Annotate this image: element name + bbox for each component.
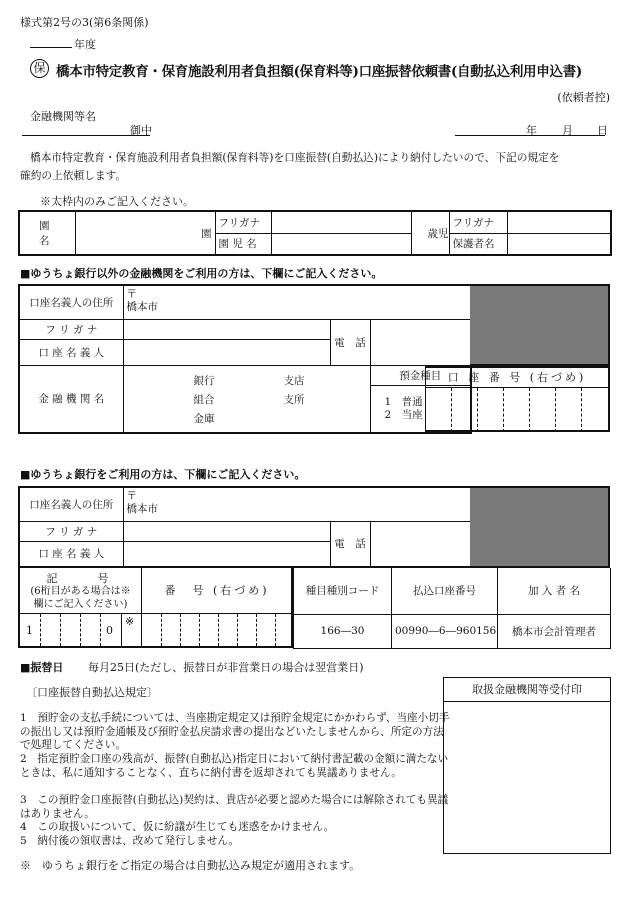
yucho-holder-table (18, 486, 472, 568)
ob-phone-field[interactable] (370, 319, 471, 365)
other-bank-heading: ■ゆうちょ銀行以外の金融機関をご利用の方は、下欄にご記入ください。 (20, 267, 383, 280)
ob-branch-types: 支店 支所 (283, 374, 305, 406)
ob-deposit-type-label: 預金種目 (371, 366, 471, 386)
yu-kigou-label: 記 号 (46, 572, 115, 585)
age-suffix: 歳児 (427, 227, 449, 240)
ob-furigana-label: フ リ ガ ナ (19, 319, 123, 339)
digit-sep (40, 614, 41, 646)
yu-bangou-digits[interactable] (142, 614, 292, 646)
yu-phone-label: 電 話 (330, 521, 370, 567)
yu-phone-field[interactable] (370, 521, 471, 567)
child-info-table (18, 210, 612, 256)
ob-account-digits[interactable] (426, 388, 608, 432)
ob-postal-mark: 〒 (126, 288, 137, 300)
ob-address-label: 口座名義人の住所 (19, 285, 123, 319)
guardian-name-field[interactable] (507, 233, 611, 255)
yu-kigou-header (20, 568, 142, 614)
guardian-furigana-label: フリガナ (449, 211, 507, 233)
rule-item-3: 3 この預貯金口座振替(自動払込)契約は、貴店が必要と認めた場合には解除されても異議はありません。 (20, 794, 449, 820)
yu-gray-box (470, 486, 610, 568)
digit-sep (503, 388, 504, 432)
ho-mark: 保 (30, 59, 49, 78)
child-furigana-label: フリガナ (215, 211, 271, 233)
page-title: 橋本市特定教育・保育施設利用者負担額(保育料等)口座振替依頼書(自動払込利用申込書) (56, 64, 582, 80)
yu-type-code: 166―30 (294, 614, 392, 648)
fiscal-year-label: 年度 (74, 38, 96, 51)
school-suffix: 園 (201, 227, 212, 240)
copy-label: (依頼者控) (557, 91, 610, 104)
ob-city: 橋本市 (126, 301, 158, 313)
digit-sep (80, 614, 81, 646)
ob-furigana-field[interactable] (123, 319, 330, 339)
digit-sep (218, 614, 219, 646)
bold-frame-note: ※太枠内のみご記入ください。 (40, 195, 194, 208)
guardian-furigana-field[interactable] (507, 211, 611, 233)
stamp-box-label: 取扱金融機関等受付印 (444, 678, 610, 702)
yu-type-code-label: 種目種別コード (294, 568, 392, 614)
child-name-label: 園 児 名 (215, 233, 271, 255)
school-name-label: 園 名 (19, 211, 75, 255)
yu-pay-account: 00990―6―960156 (392, 614, 498, 648)
digit-sep (581, 388, 582, 432)
yu-kigou-note-1: (6桁目がある場合は※ (30, 586, 131, 597)
transfer-date-label: ■振替日 (20, 661, 64, 674)
yu-kigou-last: 0 (106, 624, 113, 637)
rule-item-1: 1 預貯金の支払手続については、当座勘定規定又は預貯金規定にかかわらず、当座小切手の振出し又は預貯金通帳及び預貯金払戻請求書の提出などいたしませんから、所定の方法で処理してください。 (20, 712, 450, 752)
yu-pay-account-label: 払込口座番号 (392, 568, 498, 614)
form-number: 様式第2号の3(第6条関係) (20, 16, 149, 29)
ob-bank-types: 銀行 組合 金庫 (193, 374, 215, 425)
yu-postal-mark: 〒 (126, 490, 137, 502)
yu-furigana-label: フ リ ガ ナ (19, 521, 123, 541)
digit-sep (100, 614, 101, 646)
ob-account-number-label: 口 座 番 号 (右づめ) (426, 368, 608, 388)
yu-address-label: 口座名義人の住所 (19, 487, 123, 521)
yu-kigou-first: 1 (26, 624, 33, 637)
yu-furigana-field[interactable] (123, 521, 330, 541)
date-year: 年 (526, 124, 537, 137)
yu-holder-label: 口 座 名 義 人 (19, 541, 123, 567)
child-furigana-field[interactable] (271, 211, 411, 233)
intro-line-1: 橋本市特定教育・保育施設利用者負担額(保育料等)を口座振替(自動払込)により納付したいので、下記の規定を (30, 151, 560, 164)
digit-sep (256, 614, 257, 646)
ob-deposit-options: 1 普通 2 当座 (384, 395, 423, 421)
intro-line-2: 確約の上依頼します。 (20, 169, 127, 182)
ob-institution-field[interactable] (123, 365, 370, 433)
digit-sep (121, 614, 122, 646)
age-field[interactable] (411, 211, 449, 255)
digit-sep (555, 388, 556, 432)
yucho-heading: ■ゆうちょ銀行をご利用の方は、下欄にご記入ください。 (20, 468, 306, 481)
ob-account-box[interactable] (425, 366, 610, 432)
digit-sep (60, 614, 61, 646)
rules-title: 〔口座振替自動払込規定〕 (26, 686, 158, 699)
yu-kigou-note-2: 欄にご記入ください) (33, 599, 128, 610)
onchu-label: 御中 (130, 124, 152, 137)
digit-sep (529, 388, 530, 432)
yu-kigou-digits[interactable] (20, 614, 142, 646)
fiscal-year-line (30, 47, 72, 48)
child-name-field[interactable] (271, 233, 411, 255)
yu-city: 橋本市 (126, 503, 158, 515)
digit-sep (451, 388, 452, 432)
digit-sep (199, 614, 200, 646)
yu-member: 橋本市会計管理者 (498, 614, 611, 648)
yu-address-field[interactable] (123, 487, 471, 521)
digit-sep (161, 614, 162, 646)
rules-footnote: ※ ゆうちょ銀行をご指定の場合は自動払込み規定が適用されます。 (20, 859, 361, 872)
stamp-box (443, 677, 611, 854)
other-bank-table (18, 284, 472, 434)
ob-holder-label: 口 座 名 義 人 (19, 339, 123, 365)
yu-asterisk: ※ (125, 615, 135, 628)
yu-bangou-label: 番 号 (右づめ) (142, 568, 292, 614)
bank-name-label: 金融機関等名 (30, 110, 96, 123)
digit-sep (477, 388, 478, 432)
rule-item-5: 5 納付後の領収書は、改めて発行しません。 (20, 835, 240, 847)
ob-institution-label: 金 融 機 関 名 (19, 365, 123, 433)
digit-sep (237, 614, 238, 646)
transfer-date-text: 毎月25日(ただし、振替日が非営業日の場合は翌営業日) (88, 661, 364, 674)
rule-item-2: 2 指定預貯金口座の残高が、振替(自動払込)指定日において納付書記載の金額に満たないときは、私に通知することなく、直ちに納付書を返却されても異議ありません。 (20, 753, 449, 779)
yu-member-label: 加 入 者 名 (498, 568, 611, 614)
school-name-field[interactable] (75, 211, 215, 255)
ob-phone-label: 電 話 (330, 319, 370, 365)
guardian-name-label: 保護者名 (449, 233, 507, 255)
date-month: 月 (562, 124, 573, 137)
date-day: 日 (597, 124, 608, 137)
yu-holder-field[interactable] (123, 541, 330, 567)
ob-address-field[interactable] (123, 285, 471, 319)
yu-payee-table (293, 568, 611, 649)
rule-item-4: 4 この取扱いについて、仮に紛議が生じても迷惑をかけません。 (20, 821, 335, 833)
digit-sep (180, 614, 181, 646)
ob-gray-box (470, 284, 610, 366)
digit-sep (275, 614, 276, 646)
ob-holder-field[interactable] (123, 339, 330, 365)
